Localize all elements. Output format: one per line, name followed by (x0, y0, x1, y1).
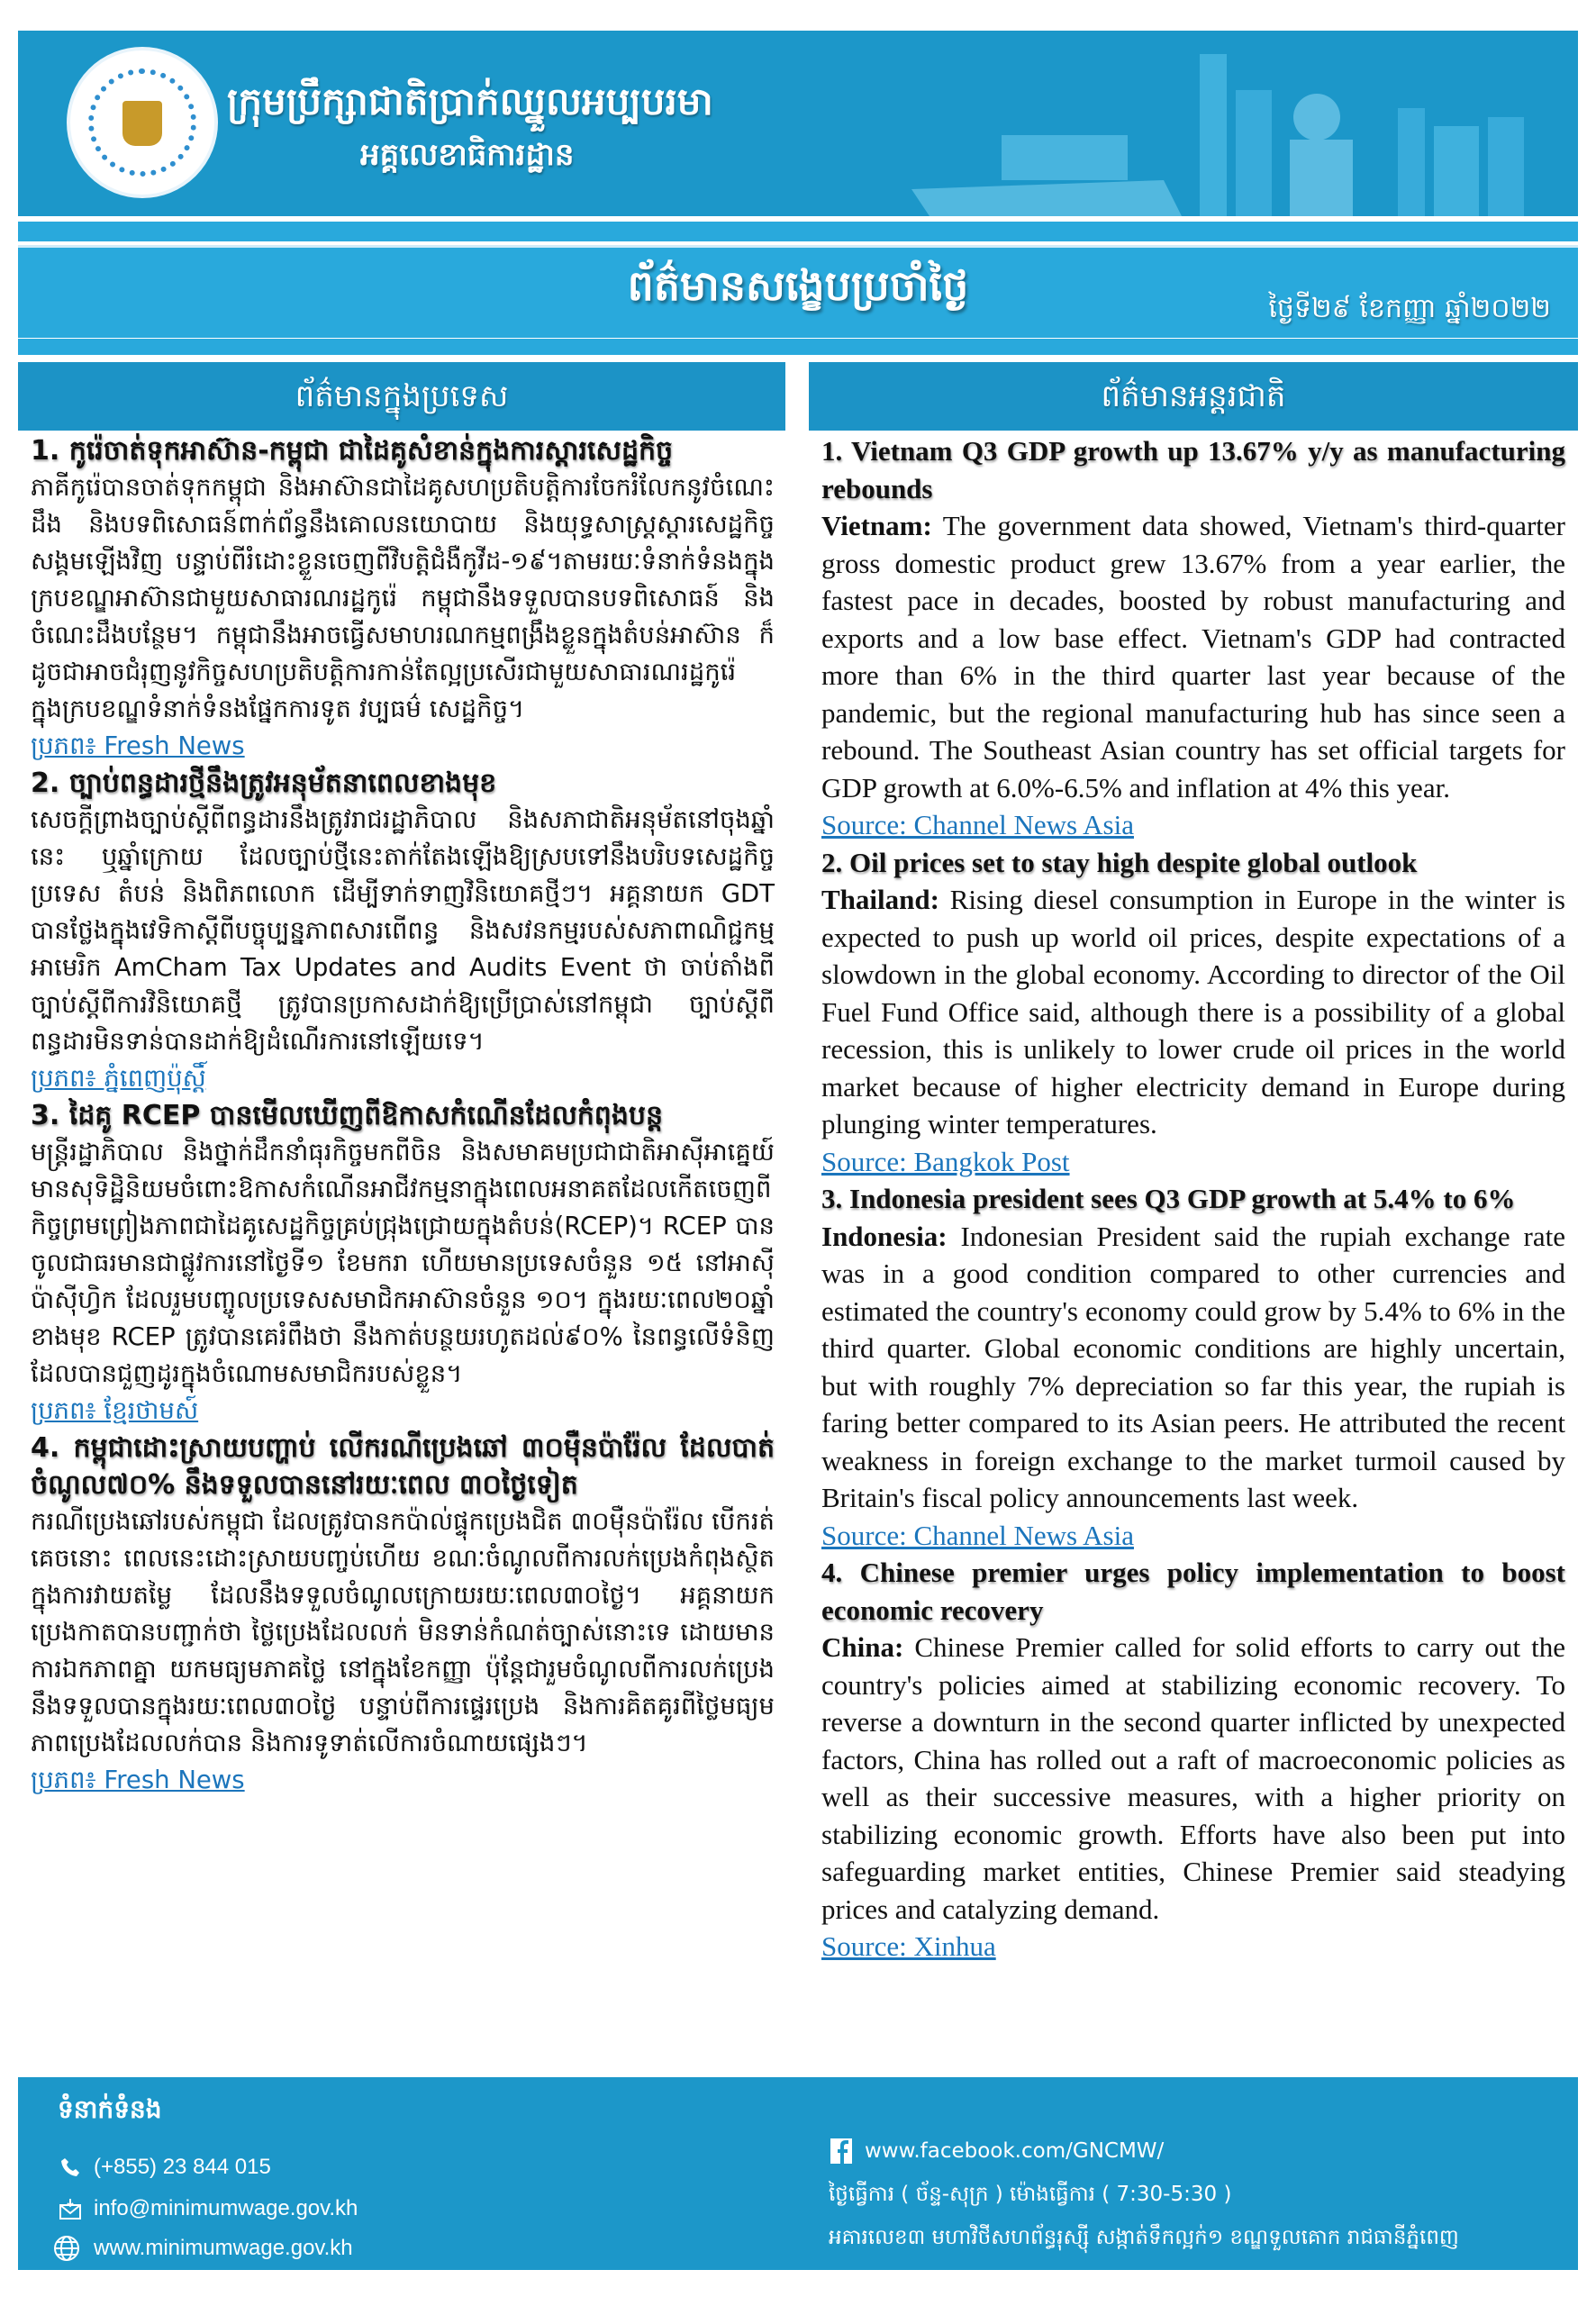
facebook-link[interactable]: www.facebook.com/GNCMW/ (865, 2139, 1165, 2163)
article-body: មន្ត្រីរដ្ឋាភិបាល និងថ្នាក់ដឹកនាំធុរកិច្ចមកពីចិន និងសមាគមប្រជាជាតិអាស៊ីអាគ្នេយ៍ មានសុទិដ្ឋិនិយមចំពោះឱកាសកំណើនអាជីវកម្មនាក្នុងពេលអនាគតដែលកើតចេញពី កិច្ចព្រមព្រៀងភាពជាដៃគូសេដ្ឋកិច្ចគ្រប់ជ្រុងជ្រោយក្នុងតំបន់(RCEP)។ RCEP បានចូលជាធរមានជាផ្លូវការនៅថ្ងៃទី១ ខែមករា ហើយមានប្រទេសចំនួន ១៥ នៅអាស៊ីប៉ាស៊ីហ្វិក ដែលរួមបញ្ចូលប្រទេសសមាជិកអាស៊ានចំនួន ១០។ ក្នុងរយៈពេល២០ឆ្នាំខាងមុខ RCEP ត្រូវបានគេរំពឹងថា នឹងកាត់បន្ថយរហូតដល់៩០% នៃពន្ធលើទំនិញដែលបានជួញដូរក្នុងចំណោមសមាជិករបស់ខ្លួន។ (31, 1138, 775, 1388)
international-article (821, 1180, 1565, 1554)
article-body: ករណីប្រេងឆៅរបស់កម្ពុជា ដែលត្រូវបានកប៉ាល់ផ្ទុកប្រេងជិត ៣០ម៉ឺនប៉ារ៉ែល បើករត់គេចនោះ ពេលនេះដោះស្រាយបញ្ចប់ហើយ ខណៈចំណូលពីការលក់ប្រេងកំពុងស្ថិតក្នុងការវាយតម្លៃ ដែលនឹងទទួលចំណូលក្រោយរយៈពេល៣០ថ្ងៃ។ អគ្គនាយកប្រេងកាតបានបញ្ជាក់ថា ថ្លៃប្រេងដែលលក់ មិនទាន់កំណត់ច្បាស់នោះទេ ដោយមានការឯកភាពគ្នា យកមធ្យមភាគថ្លៃ នៅក្នុងខែកញ្ញា ប៉ុន្តែជារួមចំណូលពីការលក់ប្រេង នឹងទទួលបានក្នុងរយៈពេល៣០ថ្ងៃ បន្ទាប់ពីការផ្ទេរប្រេង និងការគិតគូរពីថ្លៃមធ្យមភាពប្រេងដែលលក់បាន និងការទូទាត់លើការចំណាយផ្សេងៗ។ (31, 1507, 775, 1757)
article-title: 1. Vietnam Q3 GDP growth up 13.67% y/y as manufacturing rebounds (821, 435, 1565, 504)
facebook-line (829, 2138, 1164, 2164)
facebook-icon (829, 2138, 854, 2164)
country-label: China: (821, 1631, 904, 1663)
city-port-illustration (893, 36, 1542, 216)
email-line (58, 2196, 358, 2221)
logo-emblem (122, 101, 162, 146)
website-line (50, 2236, 353, 2261)
country-label: Vietnam: (821, 510, 932, 541)
international-news-heading: ព័ត៌មានអន្តរជាតិ (809, 362, 1578, 431)
article-body: ភាគីកូរ៉េបានចាត់ទុកកម្ពុជា និងអាស៊ានជាដៃគូសហប្រតិបត្តិការចែករំលែកនូវចំណេះដឹង និងបទពិសោធន៍ពាក់ព័ន្ធនឹងគោលនយោបាយ និងយុទ្ធសាស្ត្រស្តារសេដ្ឋកិច្ច សង្គមឡើងវិញ បន្ទាប់ពីរំដោះខ្លួនចេញពីវិបត្តិជំងឺកូវីដ-១៩។តាមរយៈទំនាក់ទំនងក្នុងក្របខណ្ឌអាស៊ានជាមួយសាធារណរដ្ឋកូរ៉េ កម្ពុជានឹងទទួលបានបទពិសោធន៍ និងចំណេះដឹងបន្ថែម។ កម្ពុជានឹងអាចធ្វើសមាហរណកម្មពង្រឹងខ្លួនក្នុងតំបន់អាស៊ាន ក៏ដូចជាអាចជំរុញនូវកិច្ចសហប្រតិបត្តិការកាន់តែល្អប្រសើរជាមួយសាធារណរដ្ឋកូរ៉េ ក្នុងក្របខណ្ឌទំនាក់ទំនងផ្នែកការទូត វប្បធម៌ សេដ្ឋកិច្ច។ (31, 473, 775, 723)
source-link[interactable]: Source: Channel News Asia (821, 1519, 1134, 1551)
article-body (821, 1629, 1565, 1928)
domestic-news-heading: ព័ត៌មានក្នុងប្រទេស (18, 362, 785, 431)
phone-icon (58, 2155, 83, 2180)
article-title: 3. ដៃគូ RCEP បានមើលឃើញពីឱកាសកំណើនដែលកំពុងបន្ត (31, 1100, 663, 1131)
working-hours: ថ្ងៃធ្វើការ ( ច័ន្ទ-សុក្រ ) ម៉ោងធ្វើការ ( 7:30-5:30 ) (829, 2183, 1232, 2206)
international-news-column (821, 432, 1565, 1966)
article-text: Indonesian President said the rupiah exchange rate was in a good condition compared to other currencies and estimated the country's economy could grow by 5.4% to 6% in the third quarter. Global economic conditions are highly uncertain, but with roughly 7% depreciation so far this year, the rupiah is faring better compared to its Asian peers. He attributed the recent weakness in foreign exchange to the market turmoil caused by Britain's fiscal policy announcements last week. (821, 1220, 1565, 1513)
country-label: Indonesia: (821, 1220, 948, 1252)
source-link[interactable]: Source: Channel News Asia (821, 809, 1134, 840)
domestic-article (31, 1430, 775, 1799)
header-stripe (18, 222, 1578, 241)
domestic-article (31, 765, 775, 1097)
article-body (821, 881, 1565, 1143)
international-article (821, 844, 1565, 1181)
article-title: 2. ច្បាប់ពន្ធដារថ្មីនឹងត្រូវអនុម័តនាពេលខាងមុខ (31, 767, 497, 799)
international-article (821, 1554, 1565, 1966)
international-article (821, 432, 1565, 844)
article-text: The government data showed, Vietnam's third-quarter gross domestic product grew 13.67% from a year earlier, the fastest pace in decades, boosted by robust manufacturing and exports and a low base effect. Vietnam's GDP had contracted more than 6% in the third quarter last year because of the pandemic, but the regional manufacturing hub has since seen a rebound. The Southeast Asian country has set official targets for GDP growth at 6.0%-6.5% and inflation at 4% this year. (821, 510, 1565, 803)
article-title: 4. Chinese premier urges policy implementation to boost economic recovery (821, 1557, 1565, 1626)
phone-number[interactable]: (+855) 23 844 015 (94, 2155, 271, 2179)
contact-heading: ទំនាក់ទំនង (58, 2094, 162, 2124)
publication-date: ថ្ងៃទី២៩ ខែកញ្ញា ឆ្នាំ២០២២ (1268, 293, 1551, 324)
phone-line (58, 2155, 271, 2180)
article-title: 2. Oil prices set to stay high despite global outlook (821, 846, 1418, 878)
source-link[interactable]: ប្រភព៖ Fresh News (31, 1766, 245, 1794)
page-title: ព័ត៌មានសង្ខេបប្រចាំថ្ងៃ (627, 261, 969, 310)
article-body (821, 507, 1565, 806)
email-link[interactable]: info@minimumwage.gov.kh (94, 2196, 358, 2220)
domestic-news-column (31, 432, 775, 1799)
article-text: Chinese Premier called for solid efforts to carry out the country's policies aimed at stabilizing economic recovery. To reverse a downturn in the second quarter inflicted by unexpected factors, China has rolled out a raft of macroeconomic policies as well as their successive measures, with a higher priority on stabilizing economic growth. Efforts have also been put into safeguarding market entities, Chinese Premier said steadying prices and catalyzing demand. (821, 1631, 1565, 1925)
article-body: សេចក្តីព្រាងច្បាប់ស្តីពីពន្ធដារនឹងត្រូវរាជរដ្ឋាភិបាល និងសភាជាតិអនុម័តនៅចុងឆ្នាំនេះ ឬឆ្នាំក្រោយ ដែលច្បាប់ថ្មីនេះតាក់តែងឡើងឱ្យស្របទៅនឹងបរិបទសេដ្ឋកិច្ចប្រទេស តំបន់ និងពិភពលោក ដើម្បីទាក់ទាញវិនិយោគថ្មីៗ។ អគ្គនាយក GDT បានថ្លែងក្នុងវេទិកាស្តីពីបច្ចុប្បន្នភាពសារពើពន្ធ និងសវនកម្មរបស់សភាពាណិជ្ជកម្មអាមេរិក AmCham Tax Updates and Audits Event ថា ចាប់តាំងពីច្បាប់ស្តីពីការវិនិយោគថ្មី ត្រូវបានប្រកាសដាក់ឱ្យប្រើប្រាស់នៅកម្ពុជា ច្បាប់ស្តីពីពន្ធដារមិនទាន់បានដាក់ឱ្យដំណើរការនៅឡើយទេ។ (31, 805, 775, 1056)
article-body (821, 1218, 1565, 1517)
article-title: 4. កម្ពុជាដោះស្រាយបញ្ហាប់ លើករណីប្រេងឆៅ ៣០ម៉ឺនប៉ារ៉ែល ដែលបាត់ ចំណូល៧០% នឹងទទួលបាននៅរយៈពេល ៣០ថ្ងៃទៀត (31, 1432, 775, 1501)
address: អគារលេខ៣ មហាវិថីសហព័ន្ធរុស្ស៊ី សង្កាត់ទឹកល្អក់១ ខណ្ឌទួលគោក រាជធានីភ្នំពេញ (829, 2226, 1459, 2249)
domestic-article (31, 1097, 775, 1430)
title-bar (18, 245, 1578, 338)
globe-icon (50, 2236, 83, 2261)
source-link[interactable]: Source: Bangkok Post (821, 1145, 1070, 1177)
mail-icon (58, 2196, 83, 2221)
country-label: Thailand: (821, 884, 939, 915)
org-subtitle: អគ្គលេខាធិការដ្ឋាន (360, 137, 575, 173)
org-logo (67, 47, 218, 198)
article-title: 1. កូរ៉េចាត់ទុកអាស៊ាន-កម្ពុជា ជាដៃគូសំខាន់ក្នុងការស្តារសេដ្ឋកិច្ច (31, 435, 674, 467)
article-text: Rising diesel consumption in Europe in the winter is expected to push up world oil prices, despite expectations of a slowdown in the global economy. According to director of the Oil Fuel Fund Office said, although there is a possibility of a global recession, this is unlikely to lower crude oil prices in the world market because of higher electricity demand in Europe during plunging winter temperatures. (821, 884, 1565, 1139)
title-stripe (18, 339, 1578, 355)
source-link[interactable]: ប្រភព៖ ខ្មែរថាមស៍ (31, 1396, 199, 1425)
source-link[interactable]: ប្រភព៖ ភ្នំពេញប៉ុស្តិ៍ (31, 1064, 206, 1093)
article-title: 3. Indonesia president sees Q3 GDP growth at 5.4% to 6% (821, 1183, 1516, 1214)
website-link[interactable]: www.minimumwage.gov.kh (94, 2236, 353, 2260)
source-link[interactable]: Source: Xinhua (821, 1930, 996, 1962)
source-link[interactable]: ប្រភព៖ Fresh News (31, 731, 245, 760)
footer (18, 2077, 1578, 2270)
domestic-article (31, 432, 775, 765)
header-banner (18, 31, 1578, 216)
org-title: ក្រុមប្រឹក្សាជាតិប្រាក់ឈ្នួលអប្បបរមា (227, 79, 713, 123)
